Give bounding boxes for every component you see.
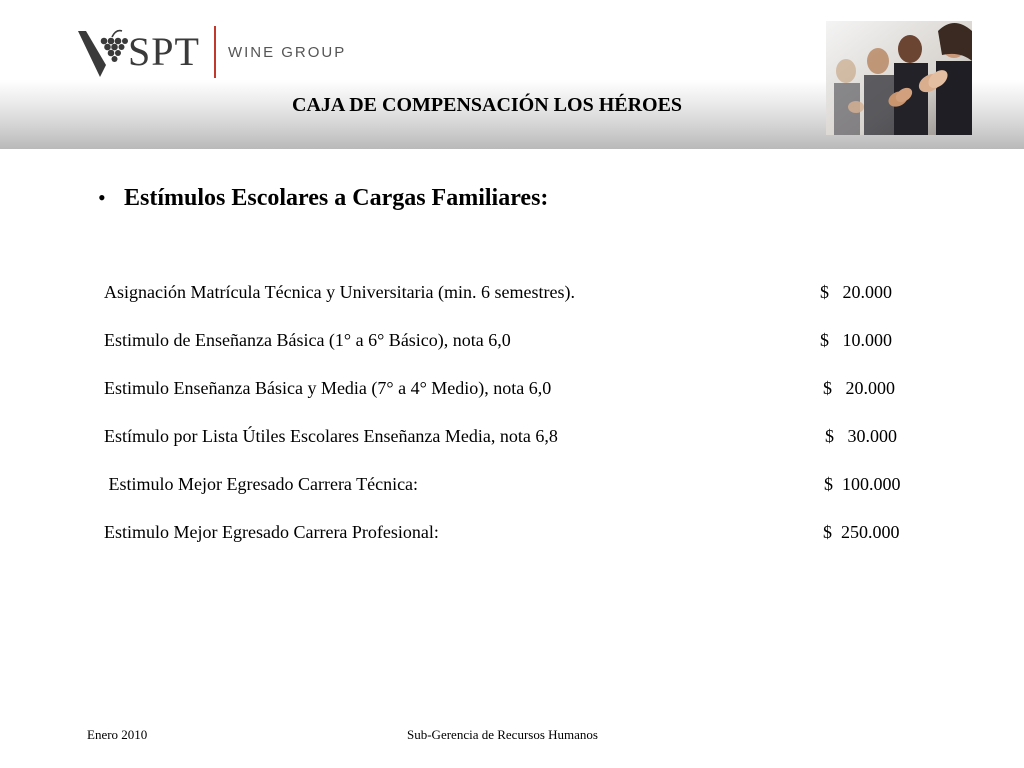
heading-text: Estímulos Escolares a Cargas Familiares: [124,185,549,211]
list-item [104,376,934,400]
slide-header [0,0,1024,149]
item-label: Estimulo de Enseñanza Básica (1° a 6° Básico), nota 6,0 [104,330,511,350]
list-item [104,424,934,448]
item-label: Estimulo Mejor Egresado Carrera Profesional: [104,522,439,542]
slide-title: CAJA DE COMPENSACIÓN LOS HÉROES [292,94,683,116]
item-label: Estímulo por Lista Útiles Escolares Enseñanza Media, nota 6,8 [104,426,558,446]
section-heading [98,186,548,210]
applauding-people-photo [826,21,972,135]
logo-divider [214,26,216,78]
logo-subtitle: WINE GROUP [227,43,347,61]
item-value: $ 250.000 [823,522,900,542]
logo-text: SPT [128,29,200,74]
company-logo [76,24,346,80]
item-value: $ 10.000 [820,330,892,350]
list-item [104,520,934,544]
list-item [104,472,934,496]
list-item [104,328,934,352]
item-label: Estimulo Mejor Egresado Carrera Técnica: [104,474,419,494]
bullet-icon: • [98,185,106,210]
item-value: $ 100.000 [824,474,901,494]
item-label: Asignación Matrícula Técnica y Universitaria (min. 6 semestres). [104,282,576,302]
item-value: $ 30.000 [825,426,897,446]
grape-cluster-v-icon [76,25,128,79]
item-label: Estimulo Enseñanza Básica y Media (7° a 4° Medio), nota 6,0 [104,378,552,398]
footer-department: Sub-Gerencia de Recursos Humanos [407,727,598,742]
list-item [104,280,934,304]
item-value: $ 20.000 [823,378,895,398]
footer-date: Enero 2010 [87,727,148,742]
item-value: $ 20.000 [820,282,892,302]
